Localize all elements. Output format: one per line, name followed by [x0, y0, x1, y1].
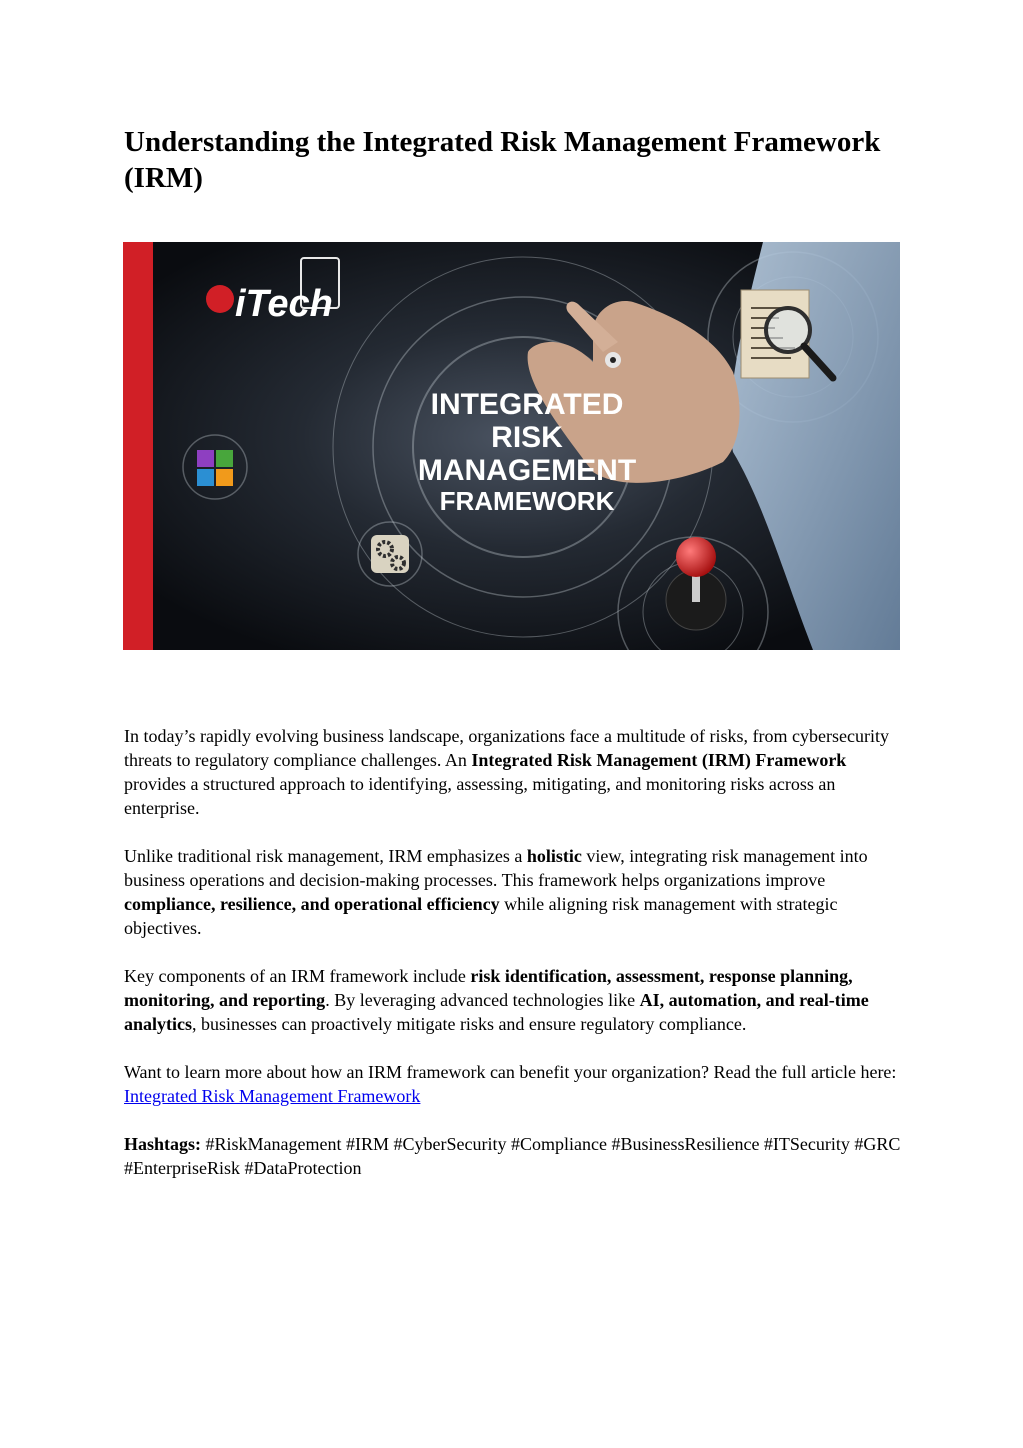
accent-bar [123, 242, 153, 650]
svg-text:INTEGRATED: INTEGRATED [430, 388, 624, 421]
svg-text:MANAGEMENT: MANAGEMENT [417, 454, 637, 487]
paragraph-components: Key components of an IRM framework include risk identification, assessment, response planning, monitoring, and reporting. By leveraging advanced technologies like AI, automation, and real-time analytics, businesses can proactively mitigate risks and ensure regulatory compliance. [124, 966, 869, 1034]
hashtags-list: #RiskManagement #IRM #CyberSecurity #Compliance #BusinessResilience #ITSecurity #GRC #EnterpriseRisk #DataProtection [124, 1134, 901, 1178]
paragraph-read-more: Want to learn more about how an IRM framework can benefit your organization? Read the full article here: Integrated Risk Management Framework [124, 1062, 897, 1106]
article-body [124, 724, 904, 1204]
article-link[interactable]: Integrated Risk Management Framework [124, 1086, 421, 1106]
hashtags-label: Hashtags: [124, 1134, 202, 1154]
gears-icon [371, 535, 409, 573]
svg-text:FRAMEWORK: FRAMEWORK [439, 486, 615, 516]
svg-text:iTech: iTech [235, 283, 333, 325]
page-title: Understanding the Integrated Risk Management Framework (IRM) [124, 126, 881, 194]
svg-text:RISK: RISK [491, 421, 563, 454]
paragraph-holistic: Unlike traditional risk management, IRM emphasizes a holistic view, integrating risk management into business operations and decision-making processes. This framework helps organizations improve compliance, resilience, and operational efficiency while aligning risk management with strategic objectives. [124, 846, 868, 938]
paragraph-intro: In today’s rapidly evolving business landscape, organizations face a multitude of risks, from cybersecurity threats to regulatory compliance challenges. An Integrated Risk Management (IRM) Framework provides a structured approach to identifying, assessing, mitigating, and monitoring risks across an enterprise. [124, 726, 889, 818]
paragraph-hashtags [124, 1132, 904, 1180]
hero-image [123, 242, 900, 650]
